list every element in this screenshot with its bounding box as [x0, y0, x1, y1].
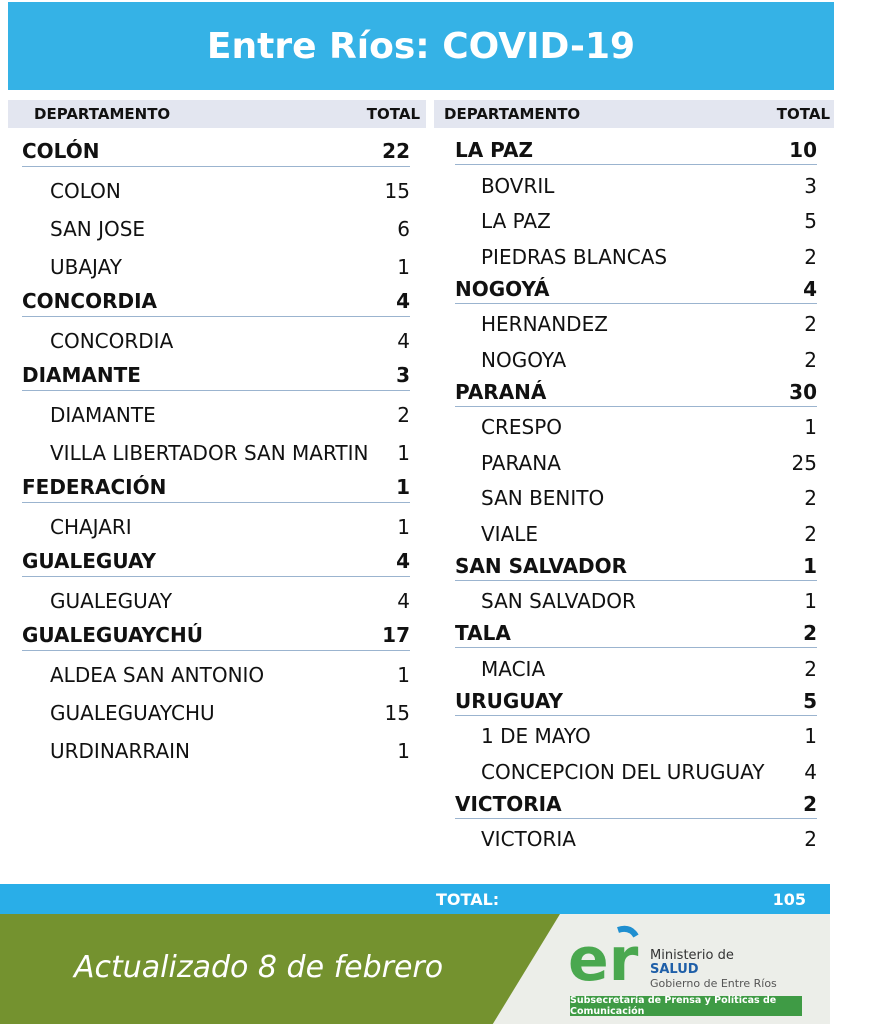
department-name: NOGOYÁ	[455, 276, 550, 301]
department-row	[455, 275, 817, 304]
total-label: TOTAL:	[436, 890, 500, 909]
department-name: FEDERACIÓN	[22, 475, 167, 499]
city-name: MACIA	[481, 656, 546, 681]
city-name: VICTORIA	[481, 827, 576, 852]
department-row	[455, 552, 817, 581]
updated-date: Actualizado 8 de febrero	[74, 950, 444, 985]
city-value: 3	[804, 173, 817, 198]
department-total: 3	[396, 363, 410, 387]
city-name: URDINARRAIN	[50, 739, 190, 763]
department-row	[455, 378, 817, 407]
department-row	[22, 360, 410, 391]
er-logo-icon	[566, 924, 646, 988]
total-bar	[0, 884, 830, 914]
city-row	[455, 445, 817, 481]
city-row	[22, 508, 410, 546]
city-value: 1	[397, 441, 410, 465]
city-value: 2	[804, 312, 817, 337]
city-name: CONCEPCION DEL URUGUAY	[481, 759, 765, 784]
ministerio-logo	[566, 920, 816, 1020]
department-row	[455, 136, 817, 165]
city-name: COLON	[50, 179, 121, 203]
department-name: TALA	[455, 621, 511, 645]
subsecretaria-banner: Subsecretaría de Prensa y Políticas de Comunicación	[570, 996, 802, 1016]
city-row	[455, 481, 817, 517]
department-total: 4	[803, 276, 817, 301]
department-total: 4	[396, 289, 410, 313]
department-name: DIAMANTE	[22, 363, 141, 387]
city-value: 1	[397, 255, 410, 279]
city-value: 5	[804, 209, 817, 234]
city-name: 1 DE MAYO	[481, 724, 591, 749]
city-name: SAN SALVADOR	[481, 589, 636, 614]
right-header-total: TOTAL	[776, 105, 830, 123]
department-name: CONCORDIA	[22, 289, 158, 313]
department-row	[22, 136, 410, 167]
city-name: GUALEGUAY	[50, 589, 173, 613]
city-row	[455, 754, 817, 790]
total-value: 105	[772, 890, 806, 909]
city-row	[455, 516, 817, 552]
city-value: 1	[804, 724, 817, 749]
er-logo-letters: er	[568, 925, 639, 988]
city-value: 2	[804, 521, 817, 546]
logo-line1: Ministerio de	[650, 948, 734, 963]
city-name: PARANA	[481, 450, 561, 475]
city-name: BOVRIL	[481, 173, 555, 198]
department-row	[455, 790, 817, 819]
department-name: LA PAZ	[455, 138, 533, 162]
city-value: 25	[791, 450, 817, 475]
department-name: URUGUAY	[455, 688, 563, 713]
city-row	[455, 651, 817, 687]
city-name: CRESPO	[481, 415, 562, 440]
department-total: 1	[396, 475, 410, 499]
city-row	[455, 168, 817, 204]
city-row	[22, 694, 410, 732]
city-value: 6	[397, 217, 410, 241]
city-row	[455, 410, 817, 446]
left-header-departamento: DEPARTAMENTO	[34, 105, 171, 123]
city-row	[455, 307, 817, 343]
city-row	[22, 582, 410, 620]
right-column-header	[434, 100, 834, 128]
department-name: SAN SALVADOR	[455, 553, 628, 578]
department-name: GUALEGUAYCHÚ	[22, 623, 203, 647]
city-row	[22, 396, 410, 434]
department-total: 1	[803, 553, 817, 578]
city-row	[22, 656, 410, 694]
city-value: 2	[804, 827, 817, 852]
logo-line2: SALUD	[650, 962, 699, 977]
department-row	[455, 687, 817, 716]
city-row	[22, 248, 410, 286]
city-value: 1	[804, 589, 817, 614]
city-name: CONCORDIA	[50, 329, 174, 353]
department-total: 22	[382, 139, 410, 163]
city-value: 2	[397, 403, 410, 427]
department-total: 17	[382, 623, 410, 647]
logo-line3: Gobierno de Entre Ríos	[650, 977, 777, 990]
city-name: GUALEGUAYCHU	[50, 701, 215, 725]
city-row	[22, 210, 410, 248]
city-name: SAN BENITO	[481, 486, 605, 511]
department-total: 2	[803, 621, 817, 645]
department-total: 4	[396, 549, 410, 573]
right-header-departamento: DEPARTAMENTO	[444, 105, 581, 123]
city-name: VIALE	[481, 521, 539, 546]
department-row	[455, 619, 817, 648]
department-name: GUALEGUAY	[22, 549, 157, 573]
department-name: PARANÁ	[455, 379, 547, 404]
city-row	[455, 204, 817, 240]
city-row	[455, 342, 817, 378]
city-row	[455, 584, 817, 620]
department-name: VICTORIA	[455, 791, 562, 816]
city-row	[22, 322, 410, 360]
city-name: VILLA LIBERTADOR SAN MARTIN	[50, 441, 369, 465]
department-total: 30	[789, 379, 817, 404]
department-row	[22, 620, 410, 651]
city-value: 15	[384, 179, 410, 203]
city-value: 2	[804, 486, 817, 511]
left-header-total: TOTAL	[366, 105, 420, 123]
department-name: COLÓN	[22, 139, 100, 163]
city-value: 1	[804, 415, 817, 440]
city-value: 4	[397, 589, 410, 613]
city-value: 4	[804, 759, 817, 784]
city-value: 15	[384, 701, 410, 725]
department-total: 5	[803, 688, 817, 713]
department-total: 2	[803, 791, 817, 816]
city-name: NOGOYA	[481, 347, 567, 372]
city-value: 1	[397, 515, 410, 539]
city-name: PIEDRAS BLANCAS	[481, 244, 668, 269]
city-row	[455, 822, 817, 858]
city-name: CHAJARI	[50, 515, 132, 539]
page-title: Entre Ríos: COVID-19	[8, 2, 834, 90]
city-name: ALDEA SAN ANTONIO	[50, 663, 265, 687]
department-total: 10	[789, 138, 817, 162]
city-row	[455, 239, 817, 275]
city-name: DIAMANTE	[50, 403, 156, 427]
city-row	[455, 719, 817, 755]
city-row	[22, 172, 410, 210]
city-name: SAN JOSE	[50, 217, 146, 241]
city-row	[22, 434, 410, 472]
city-row	[22, 732, 410, 770]
department-row	[22, 286, 410, 317]
department-row	[22, 472, 410, 503]
city-value: 2	[804, 347, 817, 372]
city-name: UBAJAY	[50, 255, 122, 279]
left-column-header	[8, 100, 426, 128]
city-value: 1	[397, 663, 410, 687]
city-value: 2	[804, 244, 817, 269]
city-value: 4	[397, 329, 410, 353]
city-name: LA PAZ	[481, 209, 551, 234]
city-value: 1	[397, 739, 410, 763]
city-name: HERNANDEZ	[481, 312, 608, 337]
city-value: 2	[804, 656, 817, 681]
department-row	[22, 546, 410, 577]
